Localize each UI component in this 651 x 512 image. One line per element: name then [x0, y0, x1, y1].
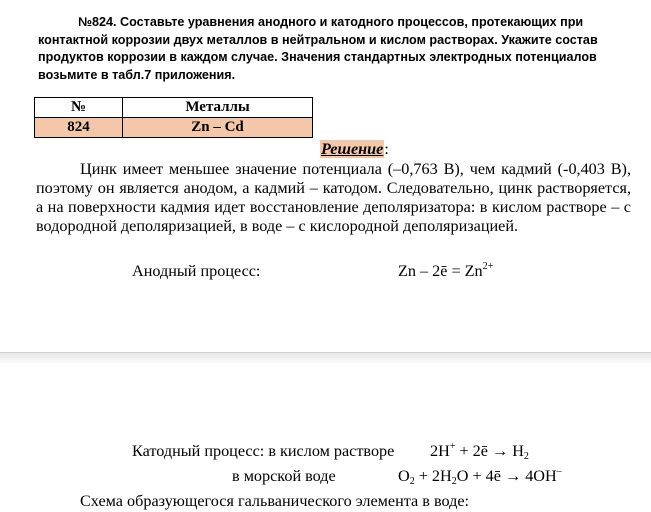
task-line-3: продуктов коррозии в каждом случае. Значения стандартных электродных потенциалов [38, 50, 597, 64]
cathode-acid-h-charge: + [449, 441, 456, 452]
solution-paragraph [36, 160, 631, 236]
solution-heading-text: Решение [321, 140, 384, 158]
anode-eq-left: Zn – 2ē = Zn [398, 262, 483, 280]
table-row [35, 118, 313, 138]
header-number: № [35, 98, 123, 118]
cathode-sea-label: в морской воде [232, 467, 336, 485]
cathode-sea-mid2: O + 4ē → 4OH [456, 467, 557, 485]
solution-paragraph-text: Цинк имеет меньшее значение потенциала (–0,763 В), чем кадмий (-0,403 В), поэтому он является анодом, а кадмий – катодом. Следовательно, цинк растворяется, а на поверхности кадмия идет восстановление деполяризатора: в кислом растворе – с водородной деполяризацией, в воде – с кислородной деполяризацией. [36, 160, 631, 235]
task-line-2: контактной коррозии двух металлов в нейтральном и кислом растворах. Укажите состав [38, 32, 598, 47]
anode-label: Анодный процесс: [132, 262, 261, 280]
solution-heading [320, 140, 389, 159]
task-statement [38, 14, 628, 84]
cathode-acid-h: 2H [430, 442, 450, 460]
cathode-acid-rest: + 2ē → H [455, 442, 524, 460]
galvanic-scheme-caption: Схема образующегося гальванического элемента в воде: [80, 492, 470, 510]
metals-table [34, 97, 313, 138]
cathode-acid-label: Катодный процесс: в кислом растворе [132, 442, 395, 460]
solution-colon: : [384, 140, 389, 158]
anode-eq-charge: 2+ [482, 261, 494, 272]
cathode-acid-equation [430, 442, 529, 461]
cathode-sea-oh-charge: – [556, 466, 562, 477]
cathode-sea-h-sub: 2 [451, 476, 457, 487]
cell-number: 824 [35, 118, 123, 138]
cathode-sea-o: O [398, 467, 410, 485]
cathode-sea-o-sub: 2 [409, 476, 415, 487]
table-header-row [35, 98, 313, 118]
cell-metals: Zn – Cd [123, 118, 313, 138]
anode-equation [398, 262, 493, 281]
cathode-sea-mid1: + 2H [414, 467, 452, 485]
task-line-4: возьмите в табл.7 приложения. [38, 67, 236, 82]
header-metals: Металлы [123, 98, 313, 118]
cathode-acid-sub: 2 [523, 451, 529, 462]
cathode-sea-equation [398, 467, 562, 486]
page-break-divider [0, 352, 651, 363]
task-line-1: №824. Составьте уравнения анодного и катодного процессов, протекающих при [78, 15, 584, 29]
